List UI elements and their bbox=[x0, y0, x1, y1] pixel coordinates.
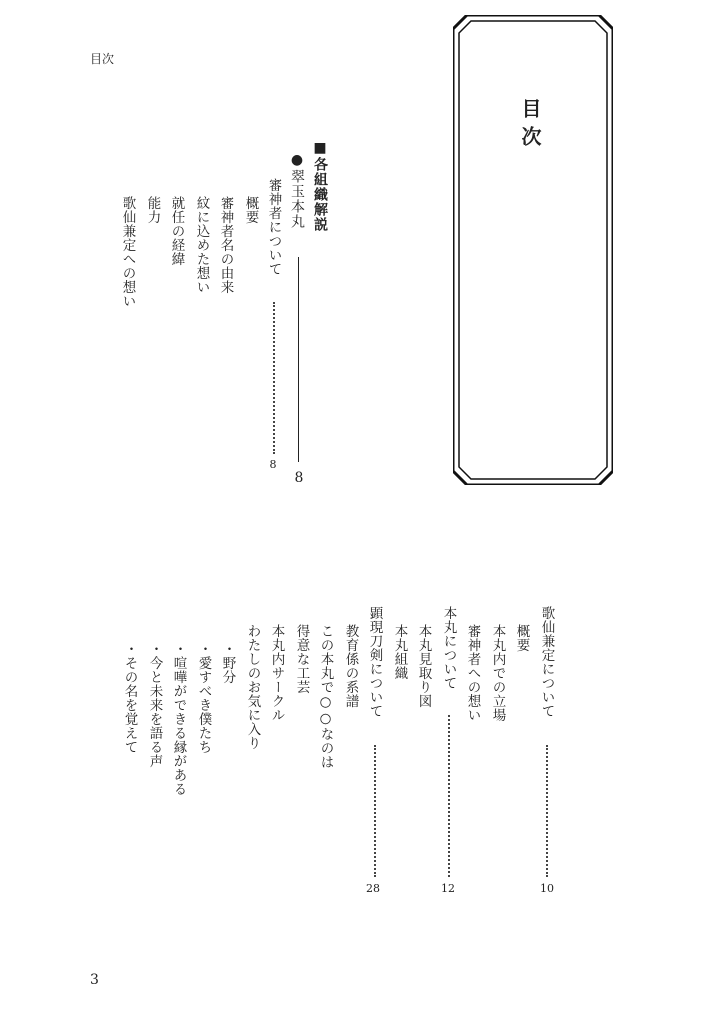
toc-entry: 歌仙兼定について bbox=[538, 606, 555, 718]
toc-entry: 本丸内での立場 bbox=[489, 624, 506, 722]
toc-entry: 顕現刀剣について bbox=[366, 606, 383, 718]
toc-entry: 本丸見取り図 bbox=[415, 624, 432, 708]
running-header: 目次 bbox=[90, 52, 115, 66]
toc-entry: ・喧嘩ができる縁がある bbox=[170, 642, 187, 796]
leader-dots bbox=[448, 715, 450, 877]
section-subheading: ●翠玉本丸 bbox=[289, 152, 305, 229]
toc-entry: 就任の経緯 bbox=[168, 196, 185, 266]
toc-entry: 歌仙兼定への想い bbox=[119, 196, 136, 308]
toc-entry: この本丸で○○なのは bbox=[317, 624, 334, 769]
leader-dots bbox=[273, 302, 275, 454]
title-frame bbox=[453, 15, 613, 485]
toc-entry: 得意な工芸 bbox=[293, 624, 310, 694]
subheading-page: 8 bbox=[294, 470, 304, 486]
toc-entry: 審神者名の由来 bbox=[217, 196, 234, 294]
section-heading: ■各組織解説 bbox=[312, 140, 328, 232]
toc-entry-page: 8 bbox=[269, 458, 277, 471]
toc-entry-page: 28 bbox=[366, 882, 380, 895]
leader-dots bbox=[546, 745, 548, 877]
toc-entry-page: 10 bbox=[540, 882, 554, 895]
toc-entry: 審神者への想い bbox=[464, 624, 481, 722]
toc-entry: 本丸について bbox=[440, 606, 457, 690]
toc-entry: 概要 bbox=[513, 624, 530, 652]
toc-entry: 本丸組織 bbox=[391, 624, 408, 680]
page-number: 3 bbox=[90, 972, 99, 988]
toc-entry-page: 12 bbox=[441, 882, 455, 895]
toc-entry: 紋に込めた想い bbox=[193, 196, 210, 294]
toc-entry: 教育係の系譜 bbox=[342, 624, 359, 708]
toc-entry: ・野分 bbox=[219, 642, 236, 684]
toc-title: 目次 bbox=[518, 98, 542, 154]
toc-entry: わたしのお気に入り bbox=[244, 624, 261, 750]
leader-dots bbox=[374, 745, 376, 877]
toc-entry: ・今と未来を語る声 bbox=[146, 642, 163, 768]
toc-entry: 審神者について bbox=[265, 178, 282, 276]
toc-entry: 本丸内サークル bbox=[268, 624, 285, 722]
title-frame-border bbox=[453, 15, 613, 485]
toc-entry: 概要 bbox=[242, 196, 259, 224]
toc-entry: 能力 bbox=[144, 196, 161, 224]
subheading-rule bbox=[298, 257, 299, 462]
toc-entry: ・愛すべき僕たち bbox=[195, 642, 212, 754]
toc-entry: ・その名を覚えて bbox=[121, 642, 138, 754]
